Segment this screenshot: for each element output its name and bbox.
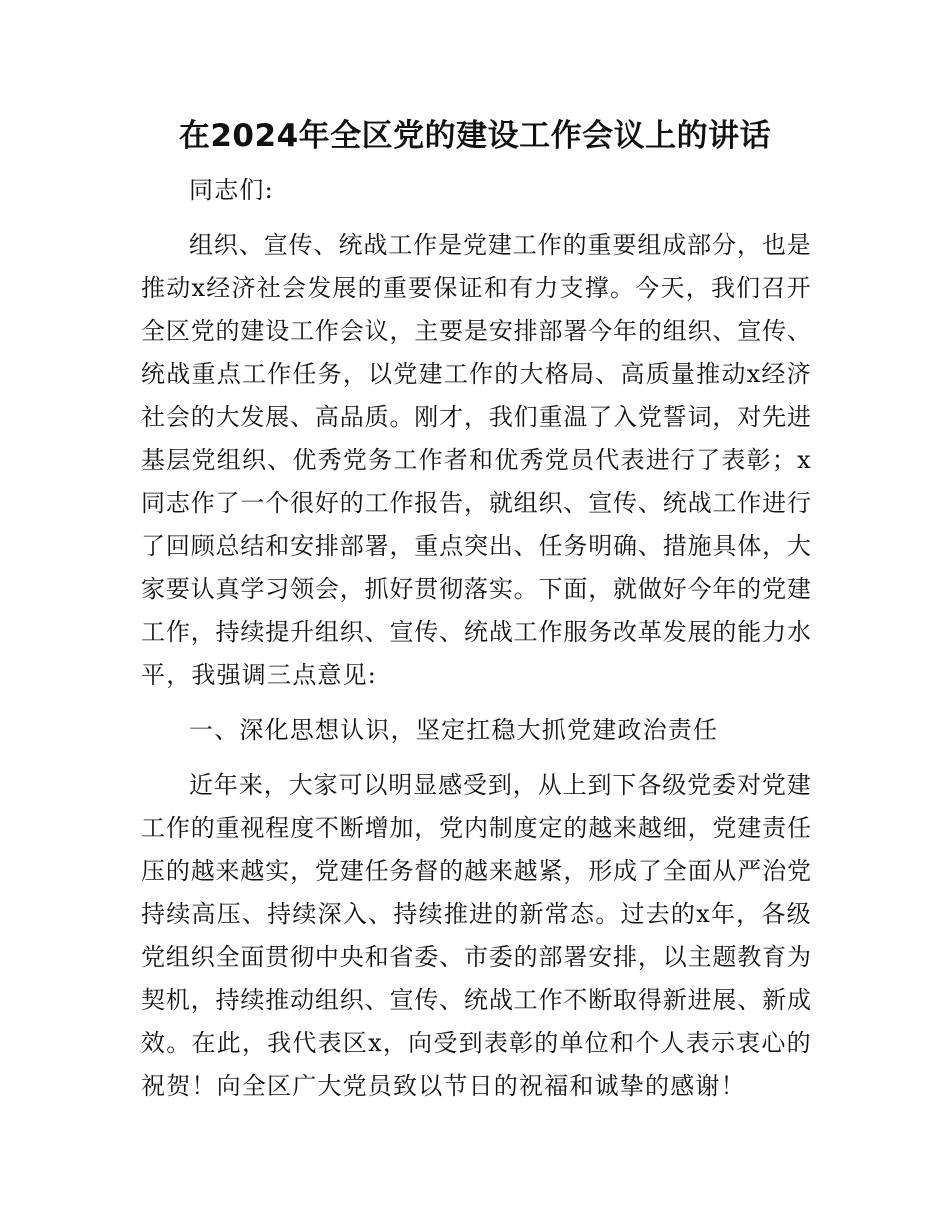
- document-title: 在2024年全区党的建设工作会议上的讲话: [178, 118, 772, 154]
- paragraph2-line: 近 年 来 ， 大 家 可 以 明 显 感 受 到 ， 从 上 到 下 各 级 党 委 对 党 建: [189, 771, 811, 799]
- paragraph1-line: 了 回 顾 总 结 和 安 排 部 署 ， 重 点 突 出 、 任 务 明 确 、 措 施 具 体 ， 大: [141, 532, 811, 560]
- salutation: 同志们:: [189, 176, 274, 204]
- paragraph1-line: 社 会 的 大 发 展 、 高 品 质 。 刚 才 ， 我 们 重 温 了 入 党 誓 词 ， 对 先 进: [141, 403, 811, 431]
- paragraph1-line: 推 动 x 经 济 社 会 发 展 的 重 要 保 证 和 有 力 支 撑 。 今 天 ， 我 们 召 开: [141, 274, 811, 302]
- paragraph1-line: 平，我强调三点意见:: [141, 661, 378, 689]
- section-heading: 一、深化思想认识，坚定扛稳大抓党建政治责任: [189, 716, 719, 744]
- paragraph1-line: 工 作 ， 持 续 提 升 组 织 、 宣 传 、 统 战 工 作 服 务 改 革 发 展 的 能 力 水: [141, 618, 811, 646]
- paragraph2-line: 工 作 的 重 视 程 度 不 断 增 加 ， 党 内 制 度 定 的 越 来 越 细 ， 党 建 责 任: [141, 814, 811, 842]
- paragraph1-line: 基 层 党 组 织 、 优 秀 党 务 工 作 者 和 优 秀 党 员 代 表 进 行 了 表 彰 ； x: [141, 446, 811, 474]
- paragraph1-line: 家 要 认 真 学 习 领 会 ， 抓 好 贯 彻 落 实 。 下 面 ， 就 做 好 今 年 的 党 建: [141, 575, 811, 603]
- paragraph2-line: 祝贺！向全区广大党员致以节日的祝福和诚挚的感谢！: [141, 1072, 746, 1100]
- paragraph1-line: 统 战 重 点 工 作 任 务 ， 以 党 建 工 作 的 大 格 局 、 高 质 量 推 动 x 经 济: [141, 360, 811, 388]
- paragraph1-line: 同 志 作 了 一 个 很 好 的 工 作 报 告 ， 就 组 织 、 宣 传 、 统 战 工 作 进 行: [141, 489, 811, 517]
- paragraph2-line: 效 。 在 此 ， 我 代 表 区 x ， 向 受 到 表 彰 的 单 位 和 个 人 表 示 衷 心 的: [141, 1029, 811, 1057]
- paragraph2-line: 党 组 织 全 面 贯 彻 中 央 和 省 委 、 市 委 的 部 署 安 排 ， 以 主 题 教 育 为: [141, 943, 811, 971]
- paragraph1-line: 全 区 党 的 建 设 工 作 会 议 ， 主 要 是 安 排 部 署 今 年 的 组 织 、 宣 传 、: [141, 317, 811, 345]
- paragraph1-line: 组 织 、 宣 传 、 统 战 工 作 是 党 建 工 作 的 重 要 组 成 部 分 ， 也 是: [189, 231, 811, 259]
- paragraph2-line: 压 的 越 来 越 实 ， 党 建 任 务 督 的 越 来 越 紧 ， 形 成 了 全 面 从 严 治 党: [141, 857, 811, 885]
- paragraph2-line: 契 机 ， 持 续 推 动 组 织 、 宣 传 、 统 战 工 作 不 断 取 得 新 进 展 、 新 成: [141, 986, 811, 1014]
- paragraph2-line: 持 续 高 压 、 持 续 深 入 、 持 续 推 进 的 新 常 态 。 过 去 的 x 年 ， 各 级: [141, 900, 811, 928]
